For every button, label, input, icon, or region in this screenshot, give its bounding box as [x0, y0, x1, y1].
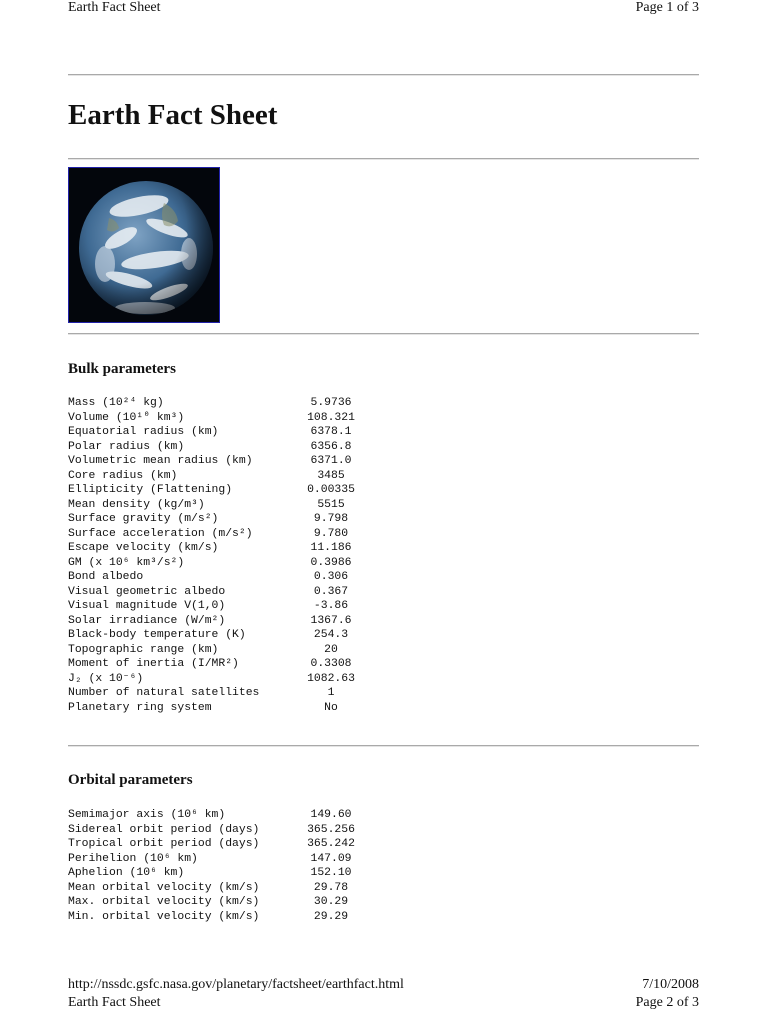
parameter-label: Polar radius (km) — [68, 440, 185, 453]
parameter-label: Surface gravity (m/s²) — [68, 513, 219, 525]
parameter-label: Bond albedo — [68, 571, 144, 583]
parameter-label: Perihelion (10⁶ km) — [68, 852, 198, 865]
parameter-label: GM (x 10⁶ km³/s²) — [68, 556, 185, 569]
parameter-label: Visual magnitude V(1,0) — [68, 600, 226, 612]
parameter-row — [68, 425, 388, 440]
parameter-row — [68, 628, 388, 643]
parameter-value: -3.86 — [313, 600, 349, 612]
parameter-row — [68, 808, 388, 823]
parameter-value: 108.321 — [307, 411, 355, 424]
orbital-parameters-list — [68, 808, 388, 924]
parameter-value: 147.09 — [310, 852, 352, 865]
parameter-value: 20 — [324, 643, 338, 656]
parameter-label: Escape velocity (km/s) — [68, 542, 219, 554]
divider — [68, 333, 699, 335]
parameter-label: Core radius (km) — [68, 469, 178, 482]
parameter-label: Mean density (kg/m³) — [68, 498, 205, 511]
parameter-value: No — [324, 701, 338, 714]
next-page-title: Earth Fact Sheet — [68, 995, 161, 1010]
divider — [68, 74, 699, 76]
parameter-value: 365.242 — [307, 838, 355, 850]
parameter-row — [68, 614, 388, 629]
parameter-label: Moment of inertia (I/MR²) — [68, 658, 239, 670]
parameter-row — [68, 701, 388, 716]
parameter-row — [68, 570, 388, 585]
parameter-row — [68, 585, 388, 600]
parameter-value: 29.78 — [313, 881, 349, 894]
parameter-label: Black-body temperature (K) — [68, 629, 246, 641]
parameter-row — [68, 852, 388, 867]
parameter-value: 5.9736 — [310, 397, 352, 409]
parameter-value: 6371.0 — [310, 455, 352, 467]
parameter-label: Tropical orbit period (days) — [68, 838, 260, 850]
parameter-row — [68, 527, 388, 542]
source-url: http://nssdc.gsfc.nasa.gov/planetary/factsheet/earthfact.html — [68, 977, 404, 992]
parameter-label: Aphelion (10⁶ km) — [68, 867, 185, 879]
parameter-row — [68, 657, 388, 672]
parameter-row — [68, 541, 388, 556]
parameter-row — [68, 498, 388, 513]
parameter-value: 0.00335 — [307, 484, 355, 496]
parameter-label: Max. orbital velocity (km/s) — [68, 896, 260, 908]
parameter-label: Number of natural satellites — [68, 687, 260, 699]
parameter-value: 6378.1 — [310, 426, 352, 438]
print-date: 7/10/2008 — [642, 977, 699, 992]
parameter-label: Ellipticity (Flattening) — [68, 484, 233, 496]
parameter-value: 11.186 — [310, 542, 352, 554]
parameter-value: 1 — [327, 687, 335, 699]
parameter-row — [68, 910, 388, 925]
parameter-row — [68, 411, 388, 426]
parameter-value: 9.798 — [313, 513, 349, 525]
parameter-label: Visual geometric albedo — [68, 585, 226, 598]
parameter-value: 9.780 — [313, 527, 349, 540]
parameter-value: 5515 — [317, 498, 345, 511]
page-header-number: Page 1 of 3 — [635, 0, 699, 15]
parameter-value: 1082.63 — [307, 672, 355, 685]
bulk-parameters-list — [68, 396, 388, 715]
parameter-row — [68, 454, 388, 469]
parameter-row — [68, 556, 388, 571]
parameter-label: Semimajor axis (10⁶ km) — [68, 809, 226, 821]
parameter-value: 0.367 — [313, 585, 349, 598]
parameter-row — [68, 866, 388, 881]
parameter-row — [68, 643, 388, 658]
page-title: Earth Fact Sheet — [68, 99, 278, 131]
parameter-row — [68, 396, 388, 411]
parameter-value: 254.3 — [313, 629, 349, 641]
parameter-row — [68, 823, 388, 838]
parameter-row — [68, 837, 388, 852]
parameter-value: 0.306 — [313, 571, 349, 583]
earth-globe-image — [68, 167, 220, 323]
parameter-row — [68, 599, 388, 614]
parameter-value: 6356.8 — [310, 440, 352, 453]
parameter-label: Planetary ring system — [68, 701, 212, 714]
parameter-row — [68, 512, 388, 527]
parameter-value: 3485 — [317, 469, 345, 482]
divider — [68, 745, 699, 747]
parameter-label: Equatorial radius (km) — [68, 426, 219, 438]
parameter-label: Min. orbital velocity (km/s) — [68, 910, 260, 923]
parameter-label: Volumetric mean radius (km) — [68, 455, 253, 467]
parameter-label: Volume (10¹⁰ km³) — [68, 411, 185, 424]
bulk-parameters-title: Bulk parameters — [68, 361, 176, 377]
parameter-value: 29.29 — [313, 910, 349, 923]
parameter-row — [68, 672, 388, 687]
earth-globe-icon — [69, 168, 219, 322]
parameter-value: 365.256 — [307, 823, 355, 836]
parameter-value: 0.3308 — [310, 658, 352, 670]
parameter-label: J₂ (x 10⁻⁶) — [68, 672, 144, 685]
parameter-value: 0.3986 — [310, 556, 352, 569]
parameter-row — [68, 881, 388, 896]
parameter-row — [68, 469, 388, 484]
parameter-label: Mass (10²⁴ kg) — [68, 397, 164, 409]
parameter-value: 30.29 — [313, 896, 349, 908]
parameter-label: Sidereal orbit period (days) — [68, 823, 260, 836]
parameter-row — [68, 440, 388, 455]
orbital-parameters-title: Orbital parameters — [68, 772, 193, 788]
parameter-row — [68, 895, 388, 910]
parameter-value: 149.60 — [310, 809, 352, 821]
parameter-value: 152.10 — [310, 867, 352, 879]
next-page-number: Page 2 of 3 — [635, 995, 699, 1010]
page-header-title: Earth Fact Sheet — [68, 0, 161, 15]
parameter-label: Mean orbital velocity (km/s) — [68, 881, 260, 894]
parameter-value: 1367.6 — [310, 614, 352, 627]
parameter-label: Topographic range (km) — [68, 643, 219, 656]
parameter-row — [68, 483, 388, 498]
parameter-label: Solar irradiance (W/m²) — [68, 614, 226, 627]
parameter-label: Surface acceleration (m/s²) — [68, 527, 253, 540]
divider — [68, 158, 699, 160]
parameter-row — [68, 686, 388, 701]
